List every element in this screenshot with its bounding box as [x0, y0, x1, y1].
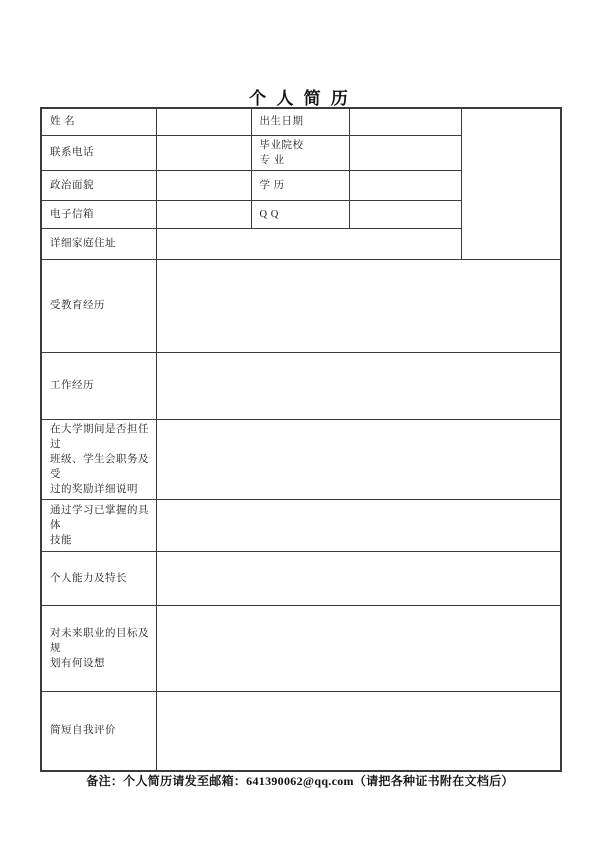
field-value-birthdate[interactable]: [349, 108, 461, 135]
section-value-education-history[interactable]: [156, 259, 561, 352]
section-value-work-experience[interactable]: [156, 352, 561, 419]
section-value-self-evaluation[interactable]: [156, 691, 561, 771]
photo-cell[interactable]: [461, 108, 561, 259]
field-value-school-major[interactable]: [349, 135, 461, 170]
table-row: [41, 259, 561, 352]
field-value-education-level[interactable]: [349, 170, 461, 200]
field-label-home-address: 详细家庭住址: [41, 228, 156, 259]
field-label-birthdate: 出生日期: [251, 108, 349, 135]
field-label-email: 电子信箱: [41, 200, 156, 228]
field-label-political-status: 政治面貌: [41, 170, 156, 200]
section-label-work-experience: 工作经历: [41, 352, 156, 419]
field-value-phone[interactable]: [156, 135, 251, 170]
field-value-name[interactable]: [156, 108, 251, 135]
field-value-political-status[interactable]: [156, 170, 251, 200]
field-value-qq[interactable]: [349, 200, 461, 228]
table-row: [41, 499, 561, 551]
field-label-qq: Q Q: [251, 200, 349, 228]
field-label-name: 姓 名: [41, 108, 156, 135]
table-row: [41, 605, 561, 691]
table-row: [41, 108, 561, 135]
section-value-skills-mastered[interactable]: [156, 499, 561, 551]
field-label-school-major: 毕业院校 专 业: [251, 135, 349, 170]
section-value-abilities-strengths[interactable]: [156, 551, 561, 605]
section-label-education-history: 受教育经历: [41, 259, 156, 352]
section-value-career-goals-plans[interactable]: [156, 605, 561, 691]
section-label-self-evaluation: 简短自我评价: [41, 691, 156, 771]
resume-table: [40, 107, 562, 772]
table-row: [41, 419, 561, 499]
section-label-career-goals-plans: 对未来职业的目标及规 划有何设想: [41, 605, 156, 691]
section-value-university-positions-awards[interactable]: [156, 419, 561, 499]
page-title: 个 人 简 历: [249, 89, 351, 108]
section-label-skills-mastered: 通过学习已掌握的具体 技能: [41, 499, 156, 551]
footer-note: 备注：个人简历请发至邮箱：641390062@qq.com（请把各种证书附在文档后）: [86, 774, 514, 788]
table-row: [41, 691, 561, 771]
table-row: [41, 352, 561, 419]
field-label-education-level: 学 历: [251, 170, 349, 200]
field-label-phone: 联系电话: [41, 135, 156, 170]
section-label-university-positions-awards: 在大学期间是否担任过 班级、学生会职务及受 过的奖励详细说明: [41, 419, 156, 499]
field-value-email[interactable]: [156, 200, 251, 228]
field-value-home-address[interactable]: [156, 228, 461, 259]
table-row: [41, 551, 561, 605]
section-label-abilities-strengths: 个人能力及特长: [41, 551, 156, 605]
